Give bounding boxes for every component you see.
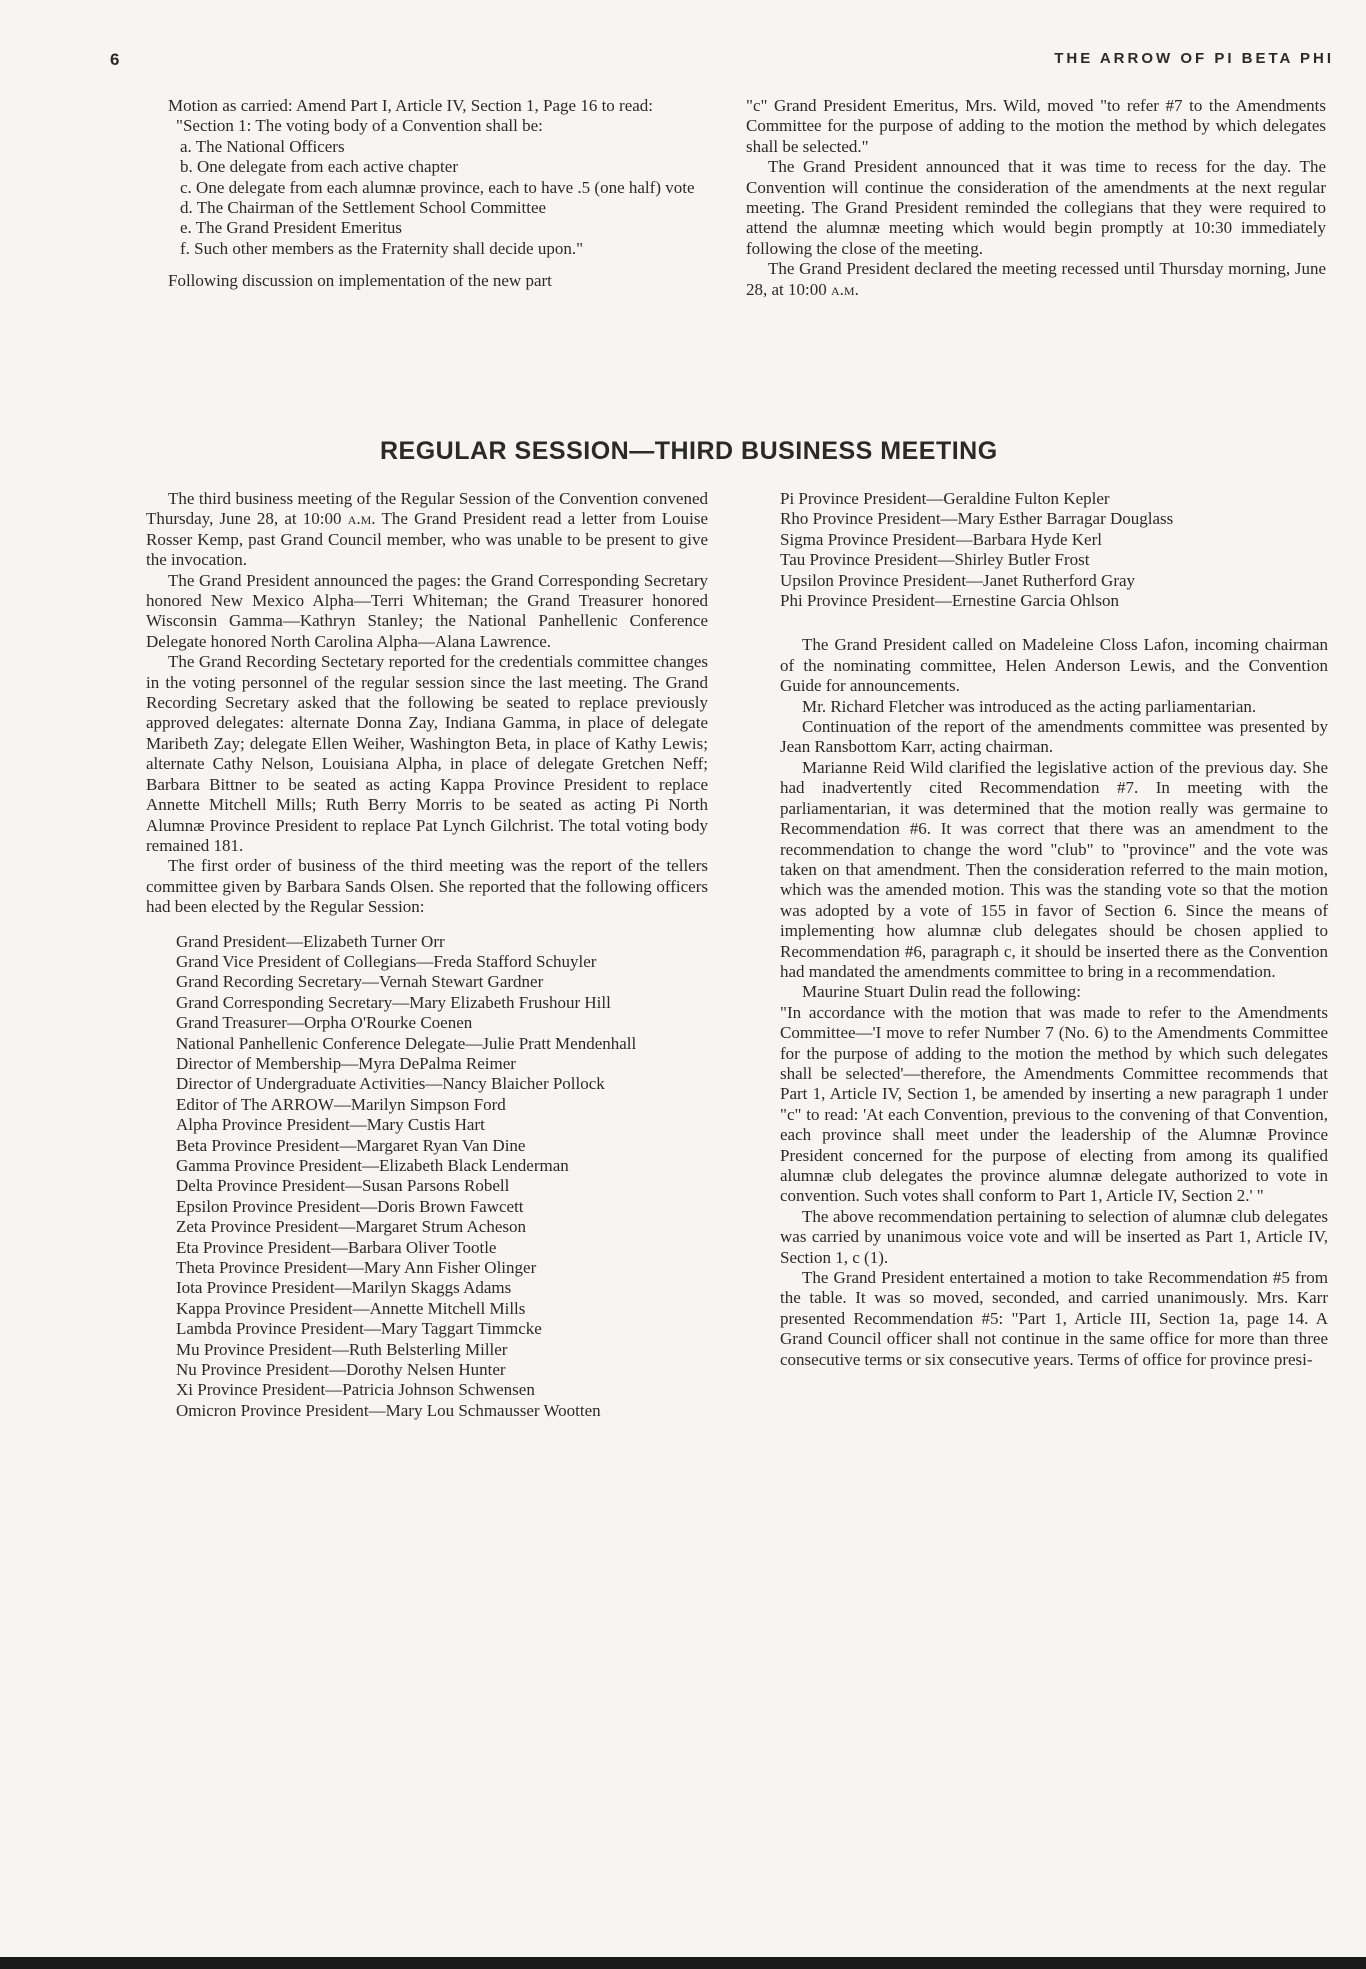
paragraph: The Grand President announced the pages: the Grand Corresponding Secretary honored New Mexico Alpha—Terri Whiteman; the Grand Treasurer honored Wisconsin Gamma—Kathryn Stanley; the National Panhellenic Conference Delegate honored North Carolina Alpha—Alana Lawrence. [146, 570, 708, 651]
paragraph-text: The Grand President read a letter from Louise Rosser Kemp, past Grand Council member, who was unable to be present to give the invocation. [146, 509, 708, 570]
list-item: d. The Chairman of the Settlement School Committee [180, 198, 547, 218]
list-item: Alpha Province President—Mary Custis Hart [176, 1115, 485, 1135]
list-item: a. The National Officers [180, 136, 345, 156]
list-item: Beta Province President—Margaret Ryan Van Dine [176, 1135, 526, 1155]
bottom-border [0, 1957, 1366, 1969]
paragraph: The Grand President called on Madeleine Closs Lafon, incoming chairman of the nominating committee, Helen Anderson Lewis, and the Convention Guide for announcements. [780, 635, 1328, 696]
right-column [780, 489, 1328, 1370]
paragraph: Mr. Richard Fletcher was introduced as the acting parliamentarian. [802, 696, 1257, 716]
list-item: Omicron Province President—Mary Lou Schmausser Wootten [176, 1400, 601, 1420]
list-item: Nu Province President—Dorothy Nelsen Hunter [176, 1360, 506, 1380]
paragraph-text: The third business meeting of the Regular Session of the Convention convened Thursday, June 28, at 10:00 [146, 489, 708, 529]
page-number: 6 [110, 50, 120, 69]
list-item: Grand Vice President of Collegians—Freda Stafford Schuyler [176, 951, 597, 971]
list-item: Kappa Province President—Annette Mitchell Mills [176, 1298, 526, 1318]
time-suffix: a.m. [347, 509, 376, 529]
paragraph [146, 489, 708, 571]
list-item: c. One delegate from each alumnæ province, each to have .5 (one half) vote [180, 177, 695, 197]
list-item: Editor of The ARROW—Marilyn Simpson Ford [176, 1094, 506, 1114]
list-item: Pi Province President—Geraldine Fulton Kepler [780, 489, 1110, 508]
paragraph: The Grand President entertained a motion to take Recommendation #5 from the table. It was so moved, seconded, and carried unanimously. Mrs. Karr presented Recommendation #5: "Part 1, Article III, Section 1a, page 14. A Grand Council officer shall not continue in the same office for more than three consecutive terms or six consecutive years. Terms of office for province presi- [780, 1268, 1328, 1369]
top-right-column [746, 96, 1326, 300]
list-item: Iota Province President—Marilyn Skaggs Adams [176, 1278, 512, 1298]
voting-body-list [146, 137, 708, 259]
list-item: Delta Province President—Susan Parsons Robell [176, 1176, 510, 1196]
motion-intro: Motion as carried: Amend Part I, Article IV, Section 1, Page 16 to read: [168, 96, 654, 115]
paragraph: The Grand President announced that it was time to recess for the day. The Convention will continue the consideration of the amendments at the next regular meeting. The Grand President reminded the collegians that they were required to attend the alumnæ meeting which would begin promptly at 10:30 immediately following the close of the meeting. [746, 157, 1326, 258]
list-item: Grand President—Elizabeth Turner Orr [176, 931, 445, 951]
paragraph-text: The Grand President declared the meeting recessed until Thursday morning, June 28, at 10:00 [746, 259, 1326, 299]
list-item: f. Such other members as the Fraternity shall decide upon." [180, 238, 584, 258]
paragraph: Marianne Reid Wild clarified the legislative action of the previous day. She had inadvertently cited Recommendation #7. In meeting with the parliamentarian, it was determined that the motion really was germaine to Recommendation #6. It was correct that there was an amendment to the recommendation to change the word "club" to "province" and the vote was taken on that amendment. Then the consideration referred to the main motion, which was the amended motion. This was the standing vote so that the motion was adopted by a vote of 155 in favor of Section 6. Since the means of implementing how alumnæ club delegates should be chosen applied to Recommendation #6, paragraph c, it should be inserted there as the Convention had mandated the amendments committee to bring in a recommendation. [780, 757, 1328, 981]
list-item: Theta Province President—Mary Ann Fisher Olinger [176, 1258, 537, 1278]
list-item: Epsilon Province President—Doris Brown Fawcett [176, 1196, 524, 1216]
list-item: National Panhellenic Conference Delegate—Julie Pratt Mendenhall [176, 1033, 637, 1053]
section-heading: REGULAR SESSION—THIRD BUSINESS MEETING [380, 437, 998, 465]
list-item: Zeta Province President—Margaret Strum Acheson [176, 1217, 526, 1237]
top-left-column [146, 96, 708, 292]
list-item: Grand Treasurer—Orpha O'Rourke Coenen [176, 1013, 473, 1033]
list-item: Eta Province President—Barbara Oliver Tootle [176, 1237, 497, 1257]
list-item: Gamma Province President—Elizabeth Black Lenderman [176, 1156, 569, 1175]
list-item: Xi Province President—Patricia Johnson Schwensen [176, 1380, 535, 1400]
list-item: Director of Undergraduate Activities—Nancy Blaicher Pollock [176, 1074, 605, 1094]
officers-list [176, 932, 708, 1422]
list-item: Director of Membership—Myra DePalma Reimer [176, 1053, 516, 1073]
list-item: Mu Province President—Ruth Belsterling Miller [176, 1339, 508, 1359]
list-item: Lambda Province President—Mary Taggart Timmcke [176, 1319, 542, 1339]
officers-list-continued [780, 489, 1328, 611]
running-title: THE ARROW OF PI BETA PHI [1054, 50, 1334, 67]
list-item: Sigma Province President—Barbara Hyde Kerl [780, 529, 1102, 549]
paragraph: Maurine Stuart Dulin read the following: [802, 982, 1082, 1002]
paragraph: The first order of business of the third meeting was the report of the tellers committee given by Barbara Sands Olsen. She reported that the following officers had been elected by the Regular Session: [146, 856, 708, 917]
left-column [146, 489, 708, 1427]
following-discussion: Following discussion on implementation of the new part [168, 271, 552, 291]
paragraph [746, 259, 1326, 300]
list-item: e. The Grand President Emeritus [180, 218, 403, 238]
paragraph: Continuation of the report of the amendments committee was presented by Jean Ransbottom Karr, acting chairman. [780, 717, 1328, 757]
paragraph: The Grand Recording Sectetary reported for the credentials committee changes in the voting personnel of the regular session since the last meeting. The Grand Recording Secretary asked that the following be seated to replace previously approved delegates: alternate Donna Zay, Indiana Gamma, in place of delegate Maribeth Zay; delegate Ellen Weiher, Washington Beta, in place of Kathy Lewis; alternate Cathy Nelson, Louisiana Alpha, in place of delegate Gretchen Neff; Barbara Bittner to be seated as acting Kappa Province President to replace Annette Mitchell Mills; Ruth Berry Morris to be seated as acting Pi North Alumnæ Province President to replace Pat Lynch Gilchrist. The total voting body remained 181. [146, 652, 708, 855]
paragraph: "c" Grand President Emeritus, Mrs. Wild, moved "to refer #7 to the Amendments Committee for the purpose of adding to the motion the method by which delegates shall be selected." [746, 96, 1326, 156]
section-quote-open: "Section 1: The voting body of a Convention shall be: [176, 116, 543, 136]
list-item: Grand Recording Secretary—Vernah Stewart Gardner [176, 972, 544, 992]
time-suffix: a.m. [831, 279, 859, 299]
list-item: Rho Province President—Mary Esther Barragar Douglass [780, 509, 1174, 529]
list-item: Upsilon Province President—Janet Rutherford Gray [780, 570, 1136, 590]
list-item: Tau Province President—Shirley Butler Frost [780, 550, 1090, 570]
list-item: b. One delegate from each active chapter [180, 157, 458, 177]
paragraph: The above recommendation pertaining to selection of alumnæ club delegates was carried by unanimous voice vote and will be inserted as Part 1, Article IV, Section 1, c (1). [780, 1206, 1328, 1267]
list-item: Phi Province President—Ernestine Garcia Ohlson [780, 591, 1119, 611]
list-item: Grand Corresponding Secretary—Mary Elizabeth Frushour Hill [176, 992, 611, 1012]
block-quote: "In accordance with the motion that was made to refer to the Amendments Committee—'I move to refer Number 7 (No. 6) to the Amendments Committee for the purpose of adding to the motion the method by which such delegates shall be selected'—therefore, the Amendments Committee recommends that Part 1, Article IV, Section 1, be amended by inserting a new paragraph 1 under "c" to read: 'At each Convention, previous to the convening of that Convention, each province shall meet under the leadership of the Alumnæ Province President concerned for the purpose of electing from among its qualified alumnæ club delegates the province alumnæ delegate authorized to vote in convention. Such votes shall conform to Part 1, Article IV, Section 2.' " [780, 1002, 1328, 1206]
